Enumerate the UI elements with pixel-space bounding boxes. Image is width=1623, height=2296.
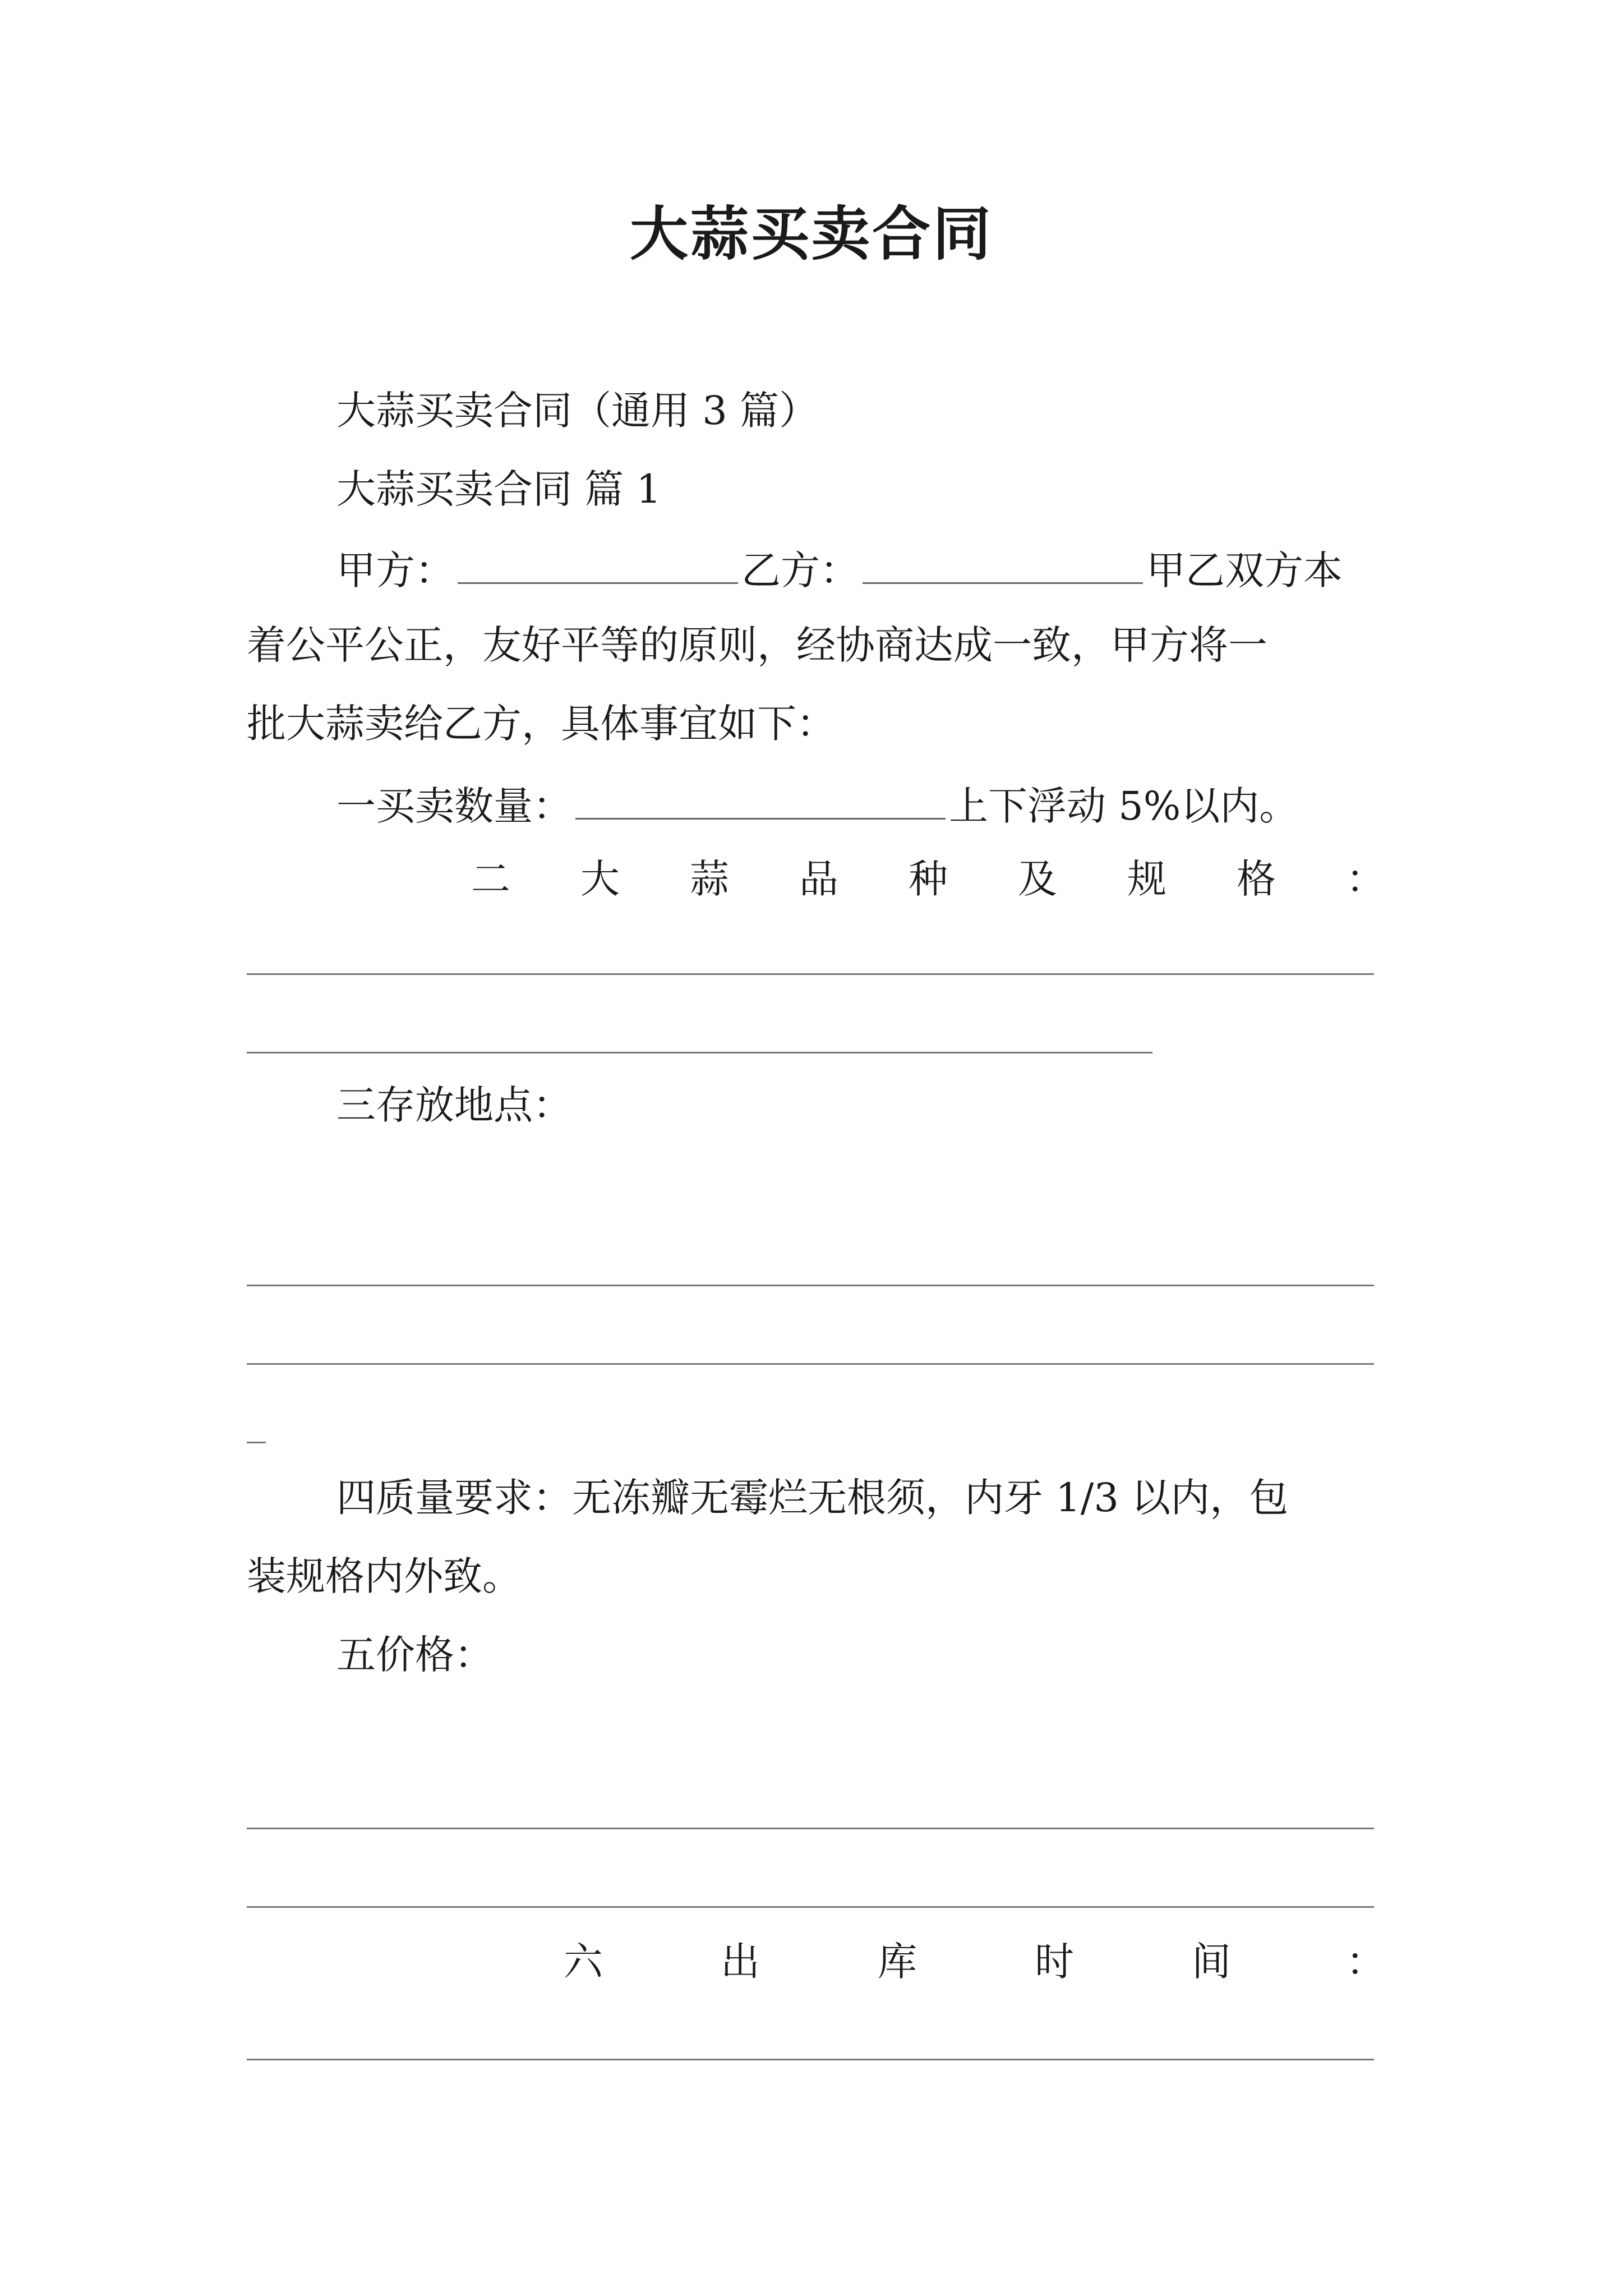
intro-line-2: 着公平公正，友好平等的原则，经协商达成一致，甲方将一 — [247, 622, 1267, 668]
item-3-blank-line — [247, 1442, 266, 1443]
item-6-char: 库 — [878, 1939, 917, 1985]
party-b-blank — [863, 543, 1143, 584]
item-2-char: 规 — [1127, 856, 1166, 902]
item-4-line-2: 装规格内外致。 — [247, 1553, 522, 1599]
intro-line-3: 批大蒜卖给乙方，具体事宜如下： — [247, 701, 836, 747]
item-1-tail: 上下浮动 5%以内。 — [949, 783, 1299, 829]
party-a-blank — [458, 543, 738, 584]
section-heading: 大蒜买卖合同 篇 1 — [336, 466, 662, 512]
item-6-char: 六 — [564, 1939, 603, 1985]
intro-tail: 甲乙双方本 — [1146, 547, 1343, 593]
party-a-label: 甲方： — [336, 547, 454, 593]
item-2-char: 大 — [580, 856, 620, 902]
item-2-char: 种 — [909, 856, 948, 902]
item-4-line-1: 四质量要求：无冻瓣无霉烂无根须，内牙 1/3 以内，包 — [336, 1475, 1289, 1521]
item-6-char: 时 — [1035, 1939, 1074, 1985]
item-6-char: 出 — [721, 1939, 760, 1985]
item-2-char: 品 — [799, 856, 838, 902]
item-6-blank-line — [247, 2059, 1374, 2060]
item-5-blank-line — [247, 1906, 1374, 1908]
item-2-char: 及 — [1018, 856, 1057, 902]
item-2-char: 二 — [471, 856, 510, 902]
item-3-blank-line — [247, 1285, 1374, 1286]
item-6-char: 间 — [1192, 1939, 1231, 1985]
document-title: 大蒜买卖合同 — [629, 199, 993, 268]
item-2-blank-line — [247, 973, 1374, 975]
party-b-label: 乙方： — [741, 547, 859, 593]
item-1-line — [336, 779, 1298, 830]
item-5-blank-line — [247, 1828, 1374, 1829]
item-6-char: ： — [1346, 1939, 1385, 1985]
item-2-blank-line — [247, 1052, 1152, 1053]
document-subtitle: 大蒜买卖合同（通用 3 篇） — [336, 388, 819, 434]
party-line — [336, 543, 1343, 594]
item-3-label: 三存放地点： — [336, 1082, 572, 1128]
item-2-char: 蒜 — [690, 856, 729, 902]
item-3-blank-line — [247, 1363, 1374, 1365]
item-1-label: 一买卖数量： — [336, 783, 572, 829]
item-1-blank — [575, 779, 946, 820]
item-5-label: 五价格： — [336, 1632, 494, 1678]
item-2-char: ： — [1346, 856, 1385, 902]
item-2-char: 格 — [1237, 856, 1276, 902]
